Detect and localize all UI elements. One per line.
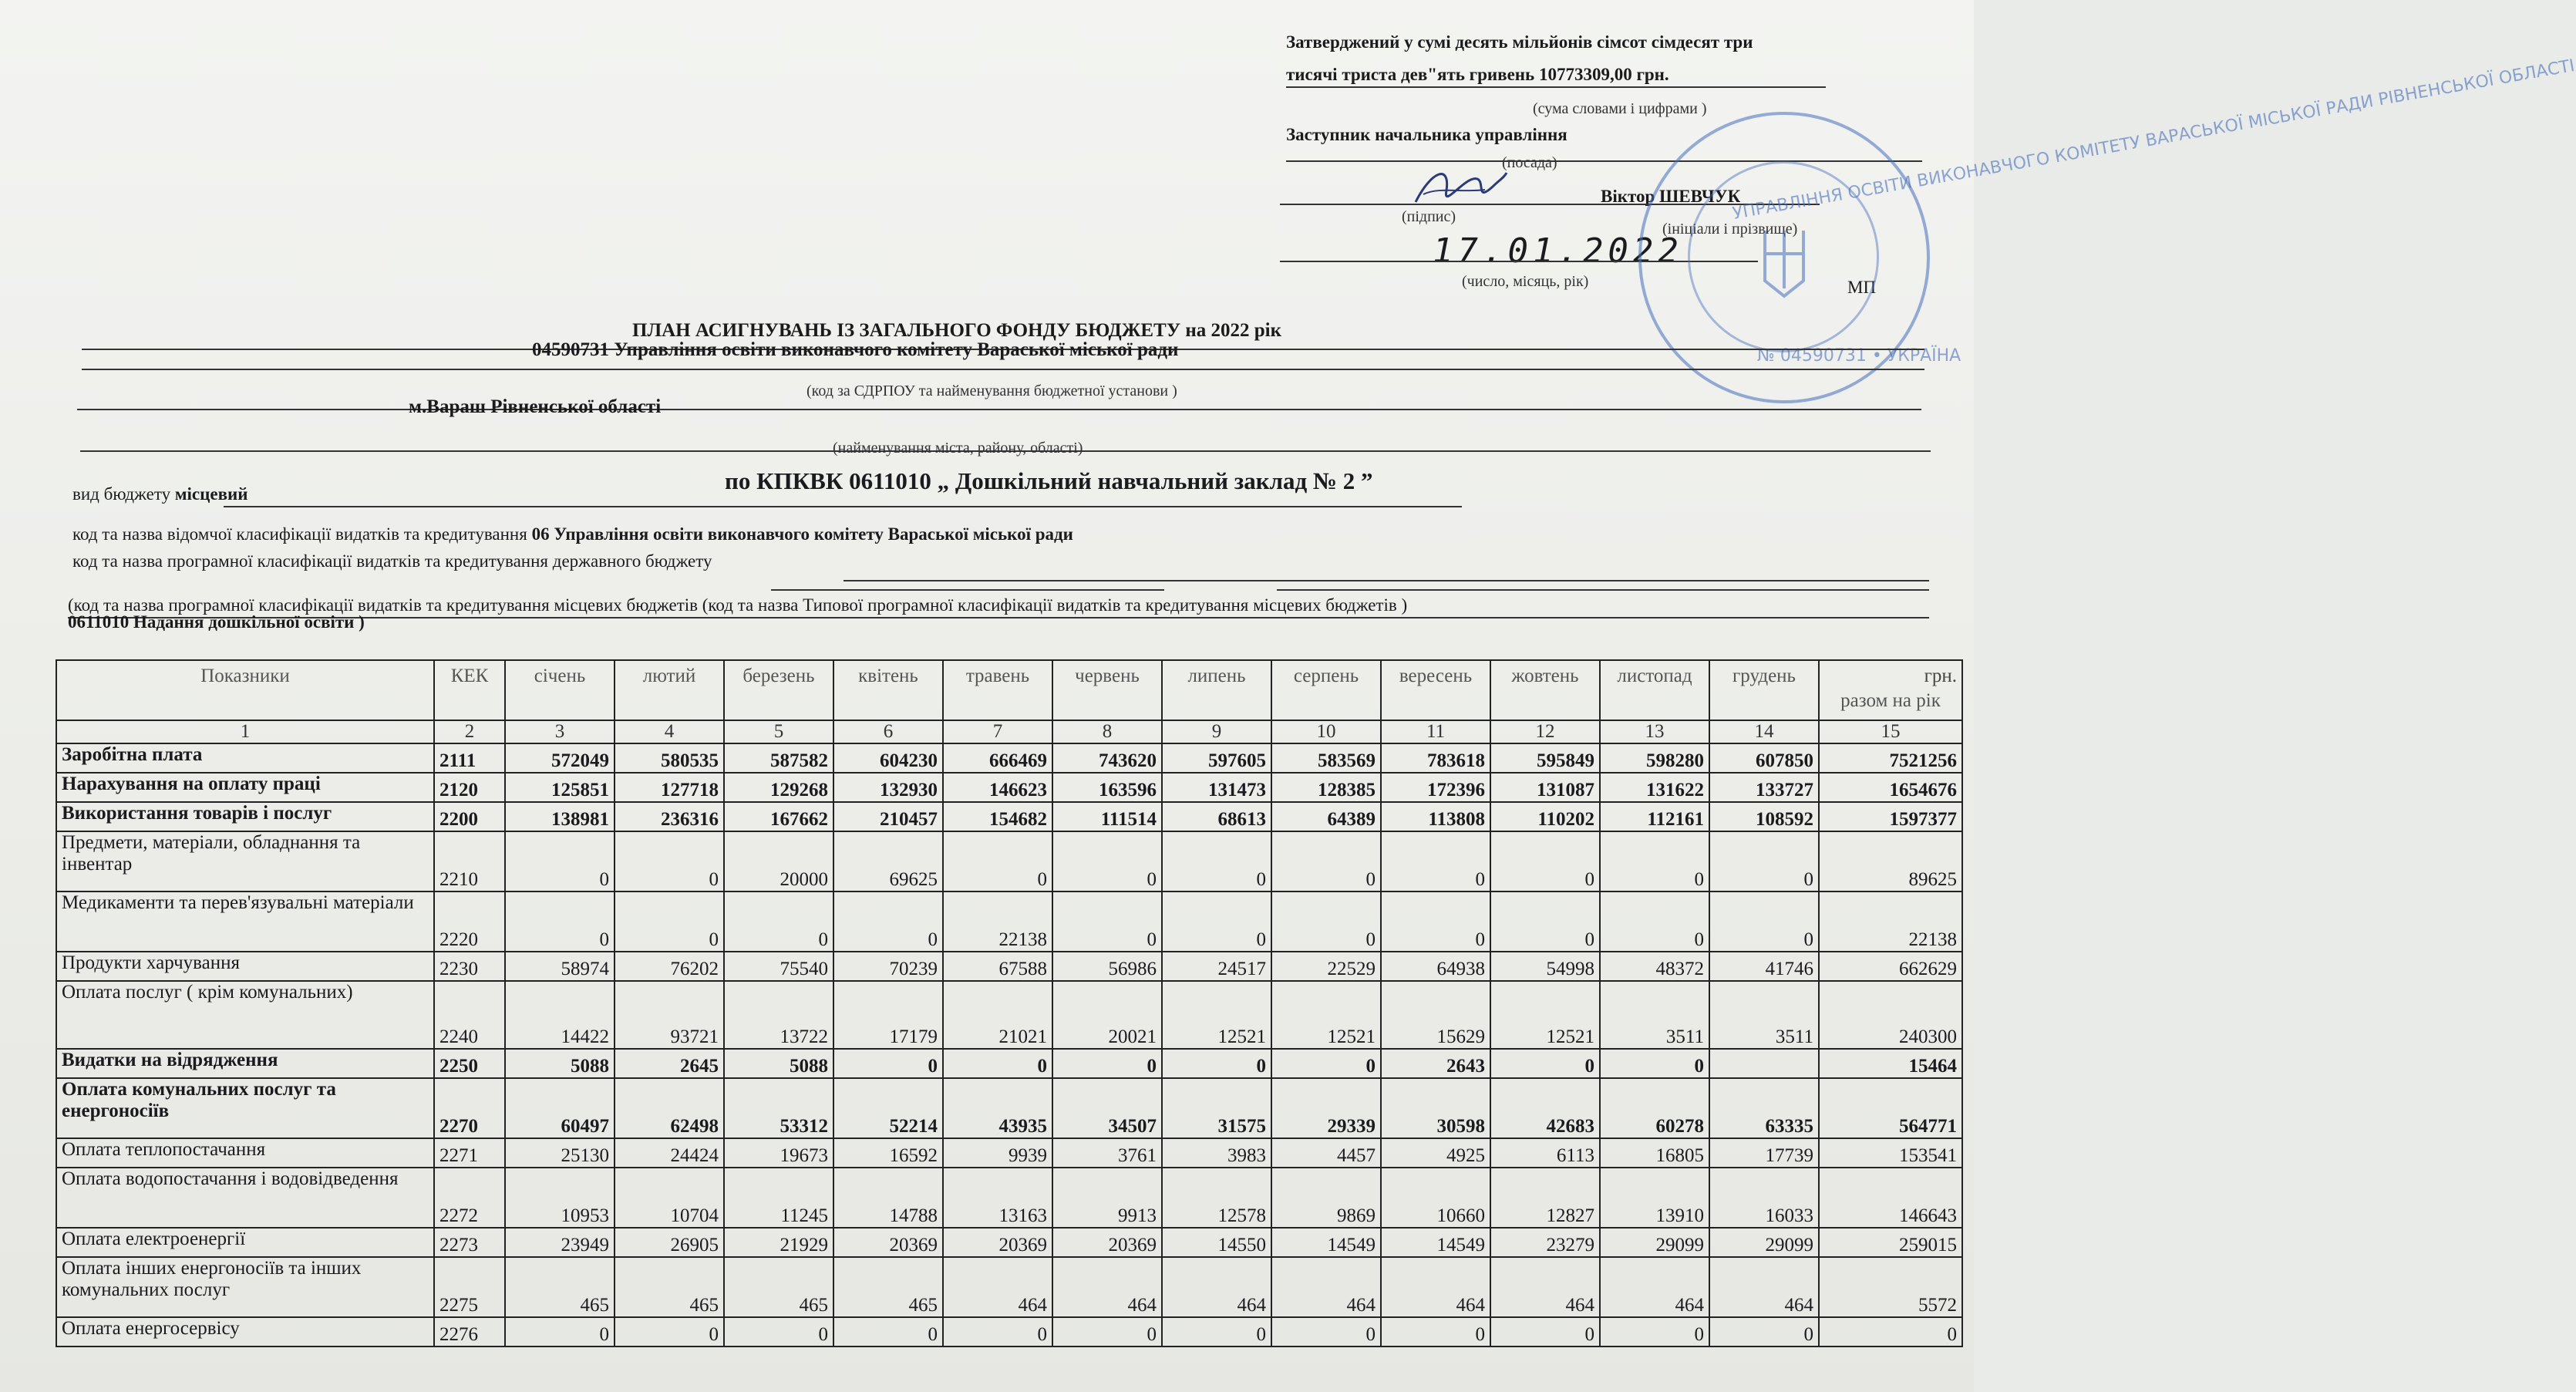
program-local-label: (код та назва програмної класифікації видатків та кредитування місцевих бюджетів (код та назва Типової програмної класифікації видатків та кредитування місцевих бюджетів ) (68, 595, 1408, 615)
approval-underline-1 (1286, 86, 1826, 88)
month-value-cell: 12827 (1490, 1168, 1600, 1228)
month-value-cell: 0 (943, 1049, 1052, 1078)
month-value-cell: 10704 (615, 1168, 724, 1228)
kek-cell: 2240 (434, 981, 505, 1049)
month-value-cell: 146623 (943, 773, 1052, 802)
month-value-cell: 30598 (1381, 1078, 1490, 1138)
month-value-cell: 24424 (615, 1138, 724, 1168)
annual-total-cell: 259015 (1819, 1228, 1962, 1257)
month-value-cell: 131473 (1162, 773, 1271, 802)
column-number-cell: 11 (1381, 720, 1490, 743)
month-value-cell: 9869 (1271, 1168, 1381, 1228)
column-number-cell: 1 (56, 720, 434, 743)
month-value-cell: 3983 (1162, 1138, 1271, 1168)
table-row (56, 1049, 1962, 1078)
row-label: Оплата комунальних послуг та енергоносіїв (56, 1078, 434, 1138)
month-value-cell: 20369 (943, 1228, 1052, 1257)
table-row (56, 1138, 1962, 1168)
month-value-cell: 17739 (1709, 1138, 1819, 1168)
column-number-cell: 9 (1162, 720, 1271, 743)
column-number-cell: 14 (1709, 720, 1819, 743)
month-value-cell: 783618 (1381, 743, 1490, 773)
institution-caption: (код за СДРПОУ та найменування бюджетної установи ) (806, 383, 1177, 399)
institution-underline (82, 369, 1924, 370)
month-value-cell: 0 (1490, 891, 1600, 952)
month-value-cell: 56986 (1052, 952, 1162, 981)
column-header: липень (1162, 660, 1271, 720)
month-value-cell: 42683 (1490, 1078, 1600, 1138)
month-value-cell: 5088 (505, 1049, 615, 1078)
month-value-cell: 10953 (505, 1168, 615, 1228)
month-value-cell: 108592 (1709, 802, 1819, 831)
month-value-cell: 0 (1381, 831, 1490, 891)
table-row (56, 1228, 1962, 1257)
annual-total-cell: 15464 (1819, 1049, 1962, 1078)
month-value-cell: 9913 (1052, 1168, 1162, 1228)
month-value-cell: 0 (1709, 891, 1819, 952)
mp-label: МП (1847, 278, 1877, 297)
column-header: разом на рік (1840, 690, 1941, 711)
table-row (56, 1257, 1962, 1317)
month-value-cell: 53312 (724, 1078, 833, 1138)
month-value-cell: 3761 (1052, 1138, 1162, 1168)
month-value-cell: 0 (1490, 1049, 1600, 1078)
month-value-cell: 464 (1381, 1257, 1490, 1317)
kek-cell: 2273 (434, 1228, 505, 1257)
month-value-cell: 41746 (1709, 952, 1819, 981)
month-value-cell: 0 (505, 831, 615, 891)
column-number-cell: 4 (615, 720, 724, 743)
month-value-cell: 0 (1271, 831, 1381, 891)
kek-cell: 2120 (434, 773, 505, 802)
month-value-cell: 22529 (1271, 952, 1381, 981)
month-value-cell: 743620 (1052, 743, 1162, 773)
month-value-cell: 21929 (724, 1228, 833, 1257)
month-value-cell: 12521 (1162, 981, 1271, 1049)
row-label: Оплата водопостачання і водовідведення (56, 1168, 434, 1228)
month-value-cell: 0 (724, 891, 833, 952)
month-value-cell: 69625 (833, 831, 943, 891)
official-stamp (1638, 56, 2576, 403)
month-value-cell: 125851 (505, 773, 615, 802)
table-row (56, 981, 1962, 1049)
annual-total-cell: 1654676 (1819, 773, 1962, 802)
date-caption: (число, місяць, рік) (1462, 273, 1589, 290)
column-number-cell: 8 (1052, 720, 1162, 743)
row-label: Предмети, матеріали, обладнання та інвентар (56, 831, 434, 891)
table-body (56, 743, 1962, 1346)
annual-total-cell: 146643 (1819, 1168, 1962, 1228)
row-label: Продукти харчування (56, 952, 434, 981)
month-value-cell: 4457 (1271, 1138, 1381, 1168)
month-value-cell: 12578 (1162, 1168, 1271, 1228)
month-value-cell: 583569 (1271, 743, 1381, 773)
month-value-cell: 0 (1381, 1317, 1490, 1346)
dept-label: код та назва відомчої класифікації видатків та кредитування (72, 524, 527, 544)
document-title: ПЛАН АСИГНУВАНЬ ІЗ ЗАГАЛЬНОГО ФОНДУ БЮДЖЕТУ на 2022 рік (632, 320, 1281, 341)
month-value-cell: 14550 (1162, 1228, 1271, 1257)
month-value-cell: 21021 (943, 981, 1052, 1049)
month-value-cell: 6113 (1490, 1138, 1600, 1168)
month-value-cell: 29339 (1271, 1078, 1381, 1138)
month-value-cell: 0 (1052, 891, 1162, 952)
month-value-cell: 4925 (1381, 1138, 1490, 1168)
column-header: жовтень (1490, 660, 1600, 720)
month-value-cell: 13163 (943, 1168, 1052, 1228)
budget-type-underline (224, 506, 1462, 507)
month-value-cell: 0 (1600, 891, 1709, 952)
month-value-cell: 0 (943, 1317, 1052, 1346)
approver-name: Віктор ШЕВЧУК (1601, 187, 1741, 206)
month-value-cell: 93721 (615, 981, 724, 1049)
month-value-cell: 14422 (505, 981, 615, 1049)
month-value-cell: 210457 (833, 802, 943, 831)
month-value-cell: 31575 (1162, 1078, 1271, 1138)
month-value-cell: 465 (505, 1257, 615, 1317)
month-value-cell: 5088 (724, 1049, 833, 1078)
month-value-cell: 464 (1271, 1257, 1381, 1317)
stamp-code: № 04590731 • УКРАЇНА (1757, 346, 1961, 366)
city-caption: (найменування міста, району, області) (833, 440, 1083, 457)
month-value-cell: 68613 (1162, 802, 1271, 831)
month-value-cell: 12521 (1271, 981, 1381, 1049)
column-number-row (56, 720, 1962, 743)
month-value-cell: 62498 (615, 1078, 724, 1138)
month-value-cell: 0 (1709, 831, 1819, 891)
month-value-cell: 16033 (1709, 1168, 1819, 1228)
column-header: вересень (1381, 660, 1490, 720)
column-header: грудень (1709, 660, 1819, 720)
month-value-cell: 43935 (943, 1078, 1052, 1138)
month-value-cell: 572049 (505, 743, 615, 773)
row-label: Оплата теплопостачання (56, 1138, 434, 1168)
month-value-cell: 0 (1271, 891, 1381, 952)
month-value-cell: 0 (1490, 831, 1600, 891)
column-header: червень (1052, 660, 1162, 720)
column-header: КЕК (434, 660, 505, 720)
table-row (56, 1078, 1962, 1138)
institution-name: 04590731 Управління освіти виконавчого комітету Вараської міської ради (532, 339, 1179, 360)
kek-cell: 2272 (434, 1168, 505, 1228)
month-value-cell: 0 (1162, 1317, 1271, 1346)
kpkvk-heading: по КПКВК 0611010 „ Дошкільний навчальний заклад № 2 ” (725, 467, 1373, 494)
month-value-cell: 128385 (1271, 773, 1381, 802)
month-value-cell: 2643 (1381, 1049, 1490, 1078)
month-value-cell: 9939 (943, 1138, 1052, 1168)
month-value-cell: 15629 (1381, 981, 1490, 1049)
month-value-cell: 0 (724, 1317, 833, 1346)
month-value-cell: 131622 (1600, 773, 1709, 802)
month-value-cell: 23279 (1490, 1228, 1600, 1257)
month-value-cell: 464 (1600, 1257, 1709, 1317)
annual-total-cell: 564771 (1819, 1078, 1962, 1138)
kek-cell: 2200 (434, 802, 505, 831)
month-value-cell: 154682 (943, 802, 1052, 831)
column-number-cell: 12 (1490, 720, 1600, 743)
month-value-cell: 132930 (833, 773, 943, 802)
column-header: січень (505, 660, 615, 720)
month-value-cell: 465 (833, 1257, 943, 1317)
month-value-cell: 0 (833, 1317, 943, 1346)
month-value-cell: 26905 (615, 1228, 724, 1257)
table-row (56, 802, 1962, 831)
month-value-cell: 604230 (833, 743, 943, 773)
row-label: Видатки на відрядження (56, 1049, 434, 1078)
program-state-underline (844, 580, 1929, 581)
month-value-cell: 163596 (1052, 773, 1162, 802)
month-value-cell: 587582 (724, 743, 833, 773)
amount-caption: (сума словами і цифрами ) (1533, 100, 1707, 117)
month-value-cell: 112161 (1600, 802, 1709, 831)
month-value-cell: 54998 (1490, 952, 1600, 981)
column-header: лютий (615, 660, 724, 720)
month-value-cell: 138981 (505, 802, 615, 831)
approval-date: 17.01.2022 (1433, 231, 1683, 271)
month-value-cell: 0 (1271, 1049, 1381, 1078)
month-value-cell: 19673 (724, 1138, 833, 1168)
month-value-cell: 131087 (1490, 773, 1600, 802)
kek-cell: 2275 (434, 1257, 505, 1317)
program-code: 0611010 Надання дошкільної освіти ) (68, 612, 365, 632)
row-label: Нарахування на оплату праці (56, 773, 434, 802)
kek-cell: 2210 (434, 831, 505, 891)
table-header-row (56, 660, 1962, 720)
month-value-cell: 24517 (1162, 952, 1271, 981)
column-number-cell: 10 (1271, 720, 1381, 743)
month-value-cell: 133727 (1709, 773, 1819, 802)
annual-total-cell: 0 (1819, 1317, 1962, 1346)
program-state-underline-3 (1277, 589, 1929, 591)
month-value-cell: 129268 (724, 773, 833, 802)
month-value-cell: 12521 (1490, 981, 1600, 1049)
column-number-cell: 3 (505, 720, 615, 743)
row-label: Оплата послуг ( крім комунальних) (56, 981, 434, 1049)
kek-cell: 2271 (434, 1138, 505, 1168)
month-value-cell: 607850 (1709, 743, 1819, 773)
month-value-cell: 14549 (1381, 1228, 1490, 1257)
month-value-cell: 465 (724, 1257, 833, 1317)
column-header: серпень (1271, 660, 1381, 720)
month-value-cell: 75540 (724, 952, 833, 981)
column-number-cell: 2 (434, 720, 505, 743)
table-row (56, 952, 1962, 981)
city-name: м.Вараш Рівненської області (409, 396, 662, 417)
signature-caption: (підпис) (1402, 208, 1456, 225)
month-value-cell: 22138 (943, 891, 1052, 952)
month-value-cell: 113808 (1381, 802, 1490, 831)
column-header: березень (724, 660, 833, 720)
month-value-cell: 13722 (724, 981, 833, 1049)
budget-type-value: місцевий (174, 484, 248, 504)
month-value-cell: 597605 (1162, 743, 1271, 773)
month-value-cell: 60278 (1600, 1078, 1709, 1138)
month-value-cell: 0 (1490, 1317, 1600, 1346)
month-value-cell: 3511 (1709, 981, 1819, 1049)
month-value-cell: 20021 (1052, 981, 1162, 1049)
month-value-cell: 464 (943, 1257, 1052, 1317)
month-value-cell: 0 (1709, 1317, 1819, 1346)
month-value-cell: 0 (505, 891, 615, 952)
column-number-cell: 13 (1600, 720, 1709, 743)
month-value-cell: 64938 (1381, 952, 1490, 981)
row-label: Заробітна плата (56, 743, 434, 773)
annual-total-cell: 22138 (1819, 891, 1962, 952)
month-value-cell: 48372 (1600, 952, 1709, 981)
dept-value: 06 Управління освіти виконавчого комітету Вараської міської ради (531, 524, 1073, 544)
table-row (56, 891, 1962, 952)
month-value-cell: 3511 (1600, 981, 1709, 1049)
approval-line-1: Затверджений у сумі десять мільйонів сімсот сімдесят три (1286, 32, 1753, 52)
month-value-cell (1709, 1049, 1819, 1078)
column-header-total (1819, 660, 1962, 720)
month-value-cell: 0 (1052, 1049, 1162, 1078)
month-value-cell: 0 (1162, 891, 1271, 952)
month-value-cell: 464 (1052, 1257, 1162, 1317)
month-value-cell: 67588 (943, 952, 1052, 981)
month-value-cell: 29099 (1709, 1228, 1819, 1257)
row-label: Медикаменти та перев'язувальні матеріали (56, 891, 434, 952)
month-value-cell: 2645 (615, 1049, 724, 1078)
month-value-cell: 0 (1381, 891, 1490, 952)
kek-cell: 2270 (434, 1078, 505, 1138)
month-value-cell: 111514 (1052, 802, 1162, 831)
kek-cell: 2276 (434, 1317, 505, 1346)
month-value-cell: 0 (1600, 831, 1709, 891)
kek-cell: 2250 (434, 1049, 505, 1078)
column-header: травень (943, 660, 1052, 720)
month-value-cell: 63335 (1709, 1078, 1819, 1138)
month-value-cell: 0 (1052, 1317, 1162, 1346)
dept-line (72, 524, 1073, 544)
month-value-cell: 127718 (615, 773, 724, 802)
month-value-cell: 70239 (833, 952, 943, 981)
month-value-cell: 464 (1490, 1257, 1600, 1317)
annual-total-cell: 240300 (1819, 981, 1962, 1049)
table-row (56, 1168, 1962, 1228)
program-state-label: код та назва програмної класифікації видатків та кредитування державного бюджету (72, 551, 712, 571)
row-label: Оплата інших енергоносіїв та інших комунальних послуг (56, 1257, 434, 1317)
month-value-cell: 0 (615, 1317, 724, 1346)
column-header: Показники (56, 660, 434, 720)
month-value-cell: 0 (943, 831, 1052, 891)
month-value-cell: 465 (615, 1257, 724, 1317)
kek-cell: 2230 (434, 952, 505, 981)
month-value-cell: 16805 (1600, 1138, 1709, 1168)
month-value-cell: 0 (615, 891, 724, 952)
annual-total-cell: 89625 (1819, 831, 1962, 891)
column-header: листопад (1600, 660, 1709, 720)
month-value-cell: 236316 (615, 802, 724, 831)
column-number-cell: 6 (833, 720, 943, 743)
column-number-cell: 7 (943, 720, 1052, 743)
stamp-text: УПРАВЛІННЯ ОСВІТИ ВИКОНАВЧОГО КОМІТЕТУ ВАРАСЬКОЇ МІСЬКОЇ РАДИ РІВНЕНСЬКОЇ ОБЛАСТІ (1731, 56, 2576, 224)
month-value-cell: 0 (833, 891, 943, 952)
caption-underline (77, 409, 1921, 410)
month-value-cell: 52214 (833, 1078, 943, 1138)
row-label: Використання товарів і послуг (56, 802, 434, 831)
annual-total-cell: 7521256 (1819, 743, 1962, 773)
month-value-cell: 0 (1271, 1317, 1381, 1346)
table-row (56, 743, 1962, 773)
month-value-cell: 464 (1709, 1257, 1819, 1317)
month-value-cell: 580535 (615, 743, 724, 773)
city-underline (80, 450, 1931, 452)
month-value-cell: 0 (1052, 831, 1162, 891)
budget-type-line (72, 484, 248, 504)
table-row (56, 831, 1962, 891)
kek-cell: 2220 (434, 891, 505, 952)
month-value-cell: 595849 (1490, 743, 1600, 773)
month-value-cell: 76202 (615, 952, 724, 981)
annual-total-cell: 153541 (1819, 1138, 1962, 1168)
month-value-cell: 23949 (505, 1228, 615, 1257)
approver-position: Заступник начальника управління (1286, 125, 1567, 144)
month-value-cell: 666469 (943, 743, 1052, 773)
approval-line-2: тисячі триста дев"ять гривень 10773309,00 грн. (1286, 65, 1669, 84)
column-header: квітень (833, 660, 943, 720)
program-state-underline-2 (771, 589, 1164, 591)
month-value-cell: 0 (615, 831, 724, 891)
month-value-cell: 20000 (724, 831, 833, 891)
month-value-cell: 0 (505, 1317, 615, 1346)
month-value-cell: 20369 (833, 1228, 943, 1257)
column-number-cell: 5 (724, 720, 833, 743)
month-value-cell: 64389 (1271, 802, 1381, 831)
month-value-cell: 13910 (1600, 1168, 1709, 1228)
month-value-cell: 0 (1162, 1049, 1271, 1078)
month-value-cell: 14788 (833, 1168, 943, 1228)
month-value-cell: 172396 (1381, 773, 1490, 802)
row-label: Оплата енергосервісу (56, 1317, 434, 1346)
annual-total-cell: 1597377 (1819, 802, 1962, 831)
month-value-cell: 110202 (1490, 802, 1600, 831)
annual-total-cell: 662629 (1819, 952, 1962, 981)
month-value-cell: 10660 (1381, 1168, 1490, 1228)
position-caption: (посада) (1502, 154, 1557, 171)
appropriations-table (56, 659, 1963, 1347)
currency-label: грн. (1924, 666, 1957, 686)
column-number-cell: 15 (1819, 720, 1962, 743)
month-value-cell: 25130 (505, 1138, 615, 1168)
table-row (56, 1317, 1962, 1346)
month-value-cell: 34507 (1052, 1078, 1162, 1138)
month-value-cell: 598280 (1600, 743, 1709, 773)
month-value-cell: 11245 (724, 1168, 833, 1228)
month-value-cell: 464 (1162, 1257, 1271, 1317)
month-value-cell: 20369 (1052, 1228, 1162, 1257)
annual-total-cell: 5572 (1819, 1257, 1962, 1317)
month-value-cell: 14549 (1271, 1228, 1381, 1257)
name-caption: (ініціали і прізвище) (1662, 221, 1798, 238)
month-value-cell: 0 (833, 1049, 943, 1078)
month-value-cell: 58974 (505, 952, 615, 981)
month-value-cell: 60497 (505, 1078, 615, 1138)
month-value-cell: 167662 (724, 802, 833, 831)
month-value-cell: 16592 (833, 1138, 943, 1168)
kek-cell: 2111 (434, 743, 505, 773)
month-value-cell: 0 (1162, 831, 1271, 891)
month-value-cell: 17179 (833, 981, 943, 1049)
month-value-cell: 0 (1600, 1317, 1709, 1346)
month-value-cell: 29099 (1600, 1228, 1709, 1257)
row-label: Оплата електроенергії (56, 1228, 434, 1257)
table-row (56, 773, 1962, 802)
month-value-cell: 0 (1600, 1049, 1709, 1078)
budget-type-label: вид бюджету (72, 484, 171, 504)
